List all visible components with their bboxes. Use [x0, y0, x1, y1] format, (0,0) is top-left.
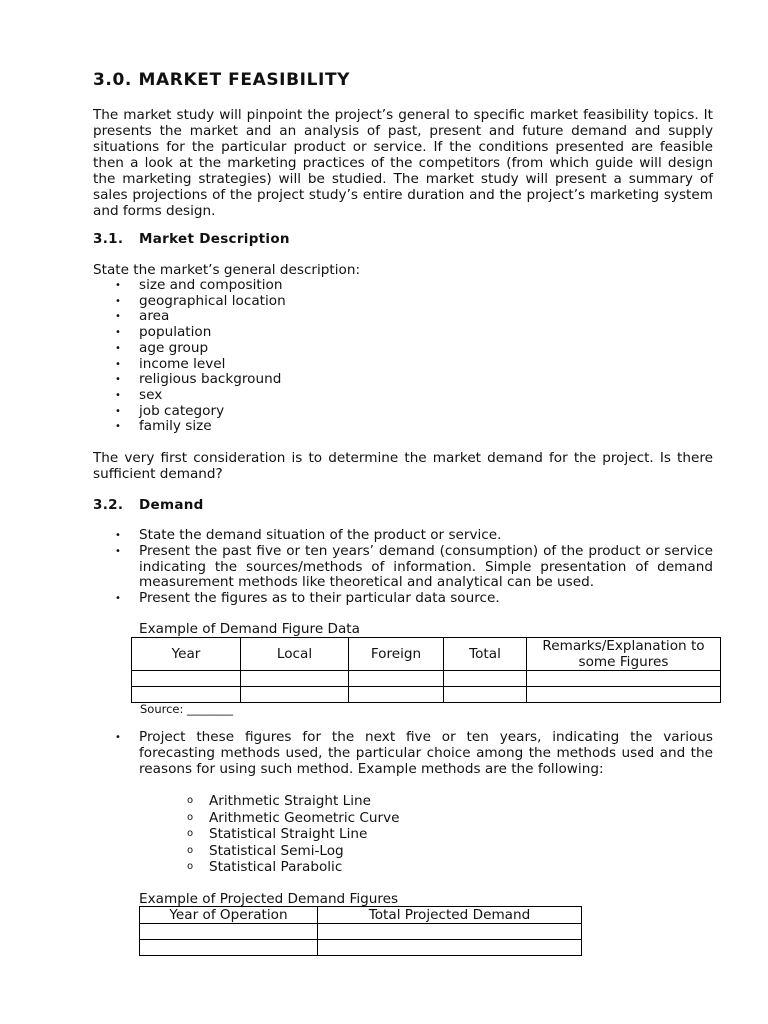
list-item: • job category — [93, 404, 713, 420]
section-number: 3.1. — [93, 231, 124, 247]
section-title: Market Description — [139, 231, 290, 247]
section-3-1-heading — [93, 231, 290, 247]
list-item: • age group — [93, 341, 713, 357]
table-row — [140, 924, 582, 940]
description-list — [93, 278, 713, 435]
table-header-cell: Total Projected Demand — [318, 907, 582, 924]
consideration-paragraph: The very first consideration is to determine the market demand for the project. Is there sufficient demand? — [93, 450, 713, 482]
table-row — [140, 940, 582, 956]
list-item: • family size — [93, 419, 713, 435]
section-number: 3.2. — [93, 497, 124, 513]
table-header-row — [140, 907, 582, 924]
section-3-2-heading — [93, 497, 204, 513]
list-item: • size and composition — [93, 278, 713, 294]
list-item: • Project these figures for the next five or ten years, indicating the various forecasting methods used, the particular choice among the methods used and the reasons for using such method. Example methods are the following: — [93, 730, 713, 777]
table-row — [132, 671, 721, 687]
list-item: • State the demand situation of the product or service. — [93, 528, 713, 544]
intro-paragraph: The market study will pinpoint the project’s general to specific market feasibility topics. It presents the market and an analysis of past, present and future demand and supply situations for the particular product or service. If the conditions presented are feasible then a look at the marketing practices of the competitors (from which guide will design the marketing strategies) will be studied. The market study will present a summary of sales projections of the project study’s entire duration and the project’s marketing system and forms design. — [93, 107, 713, 219]
projected-demand-table — [139, 906, 582, 956]
list-item: o Statistical Straight Line — [187, 826, 587, 843]
list-item: o Statistical Parabolic — [187, 859, 587, 876]
table1-caption: Example of Demand Figure Data — [139, 621, 360, 637]
projection-list — [93, 730, 713, 777]
list-item: • Present the figures as to their particular data source. — [93, 591, 713, 607]
table-header-row — [132, 638, 721, 671]
list-item: o Arithmetic Straight Line — [187, 793, 587, 810]
list-item: • population — [93, 325, 713, 341]
table-header-cell: Year of Operation — [140, 907, 318, 924]
list-item: • geographical location — [93, 294, 713, 310]
table-header-cell: Year — [132, 638, 241, 671]
page-title: 3.0. MARKET FEASIBILITY — [93, 70, 351, 90]
table-row — [132, 687, 721, 703]
table-header-cell: Remarks/Explanation to some Figures — [527, 638, 721, 671]
section-title: Demand — [139, 497, 204, 513]
demand-figure-table — [131, 637, 721, 703]
list-item: • income level — [93, 357, 713, 373]
list-item: • Present the past five or ten years’ demand (consumption) of the product or service indicating the sources/methods of information. Simple presentation of demand measurement methods like theoretical and analytical can be used. — [93, 544, 713, 591]
table-header-cell: Foreign — [349, 638, 444, 671]
description-lead: State the market’s general description: — [93, 262, 361, 278]
methods-list — [187, 793, 587, 876]
table-header-cell: Local — [241, 638, 349, 671]
list-item: o Arithmetic Geometric Curve — [187, 810, 587, 827]
list-item: • religious background — [93, 372, 713, 388]
list-item: • sex — [93, 388, 713, 404]
list-item: • area — [93, 309, 713, 325]
table1-source: Source: ________ — [140, 702, 234, 716]
table2-caption: Example of Projected Demand Figures — [139, 891, 399, 907]
list-item: o Statistical Semi-Log — [187, 843, 587, 860]
table-header-cell: Total — [444, 638, 527, 671]
demand-list — [93, 528, 713, 607]
